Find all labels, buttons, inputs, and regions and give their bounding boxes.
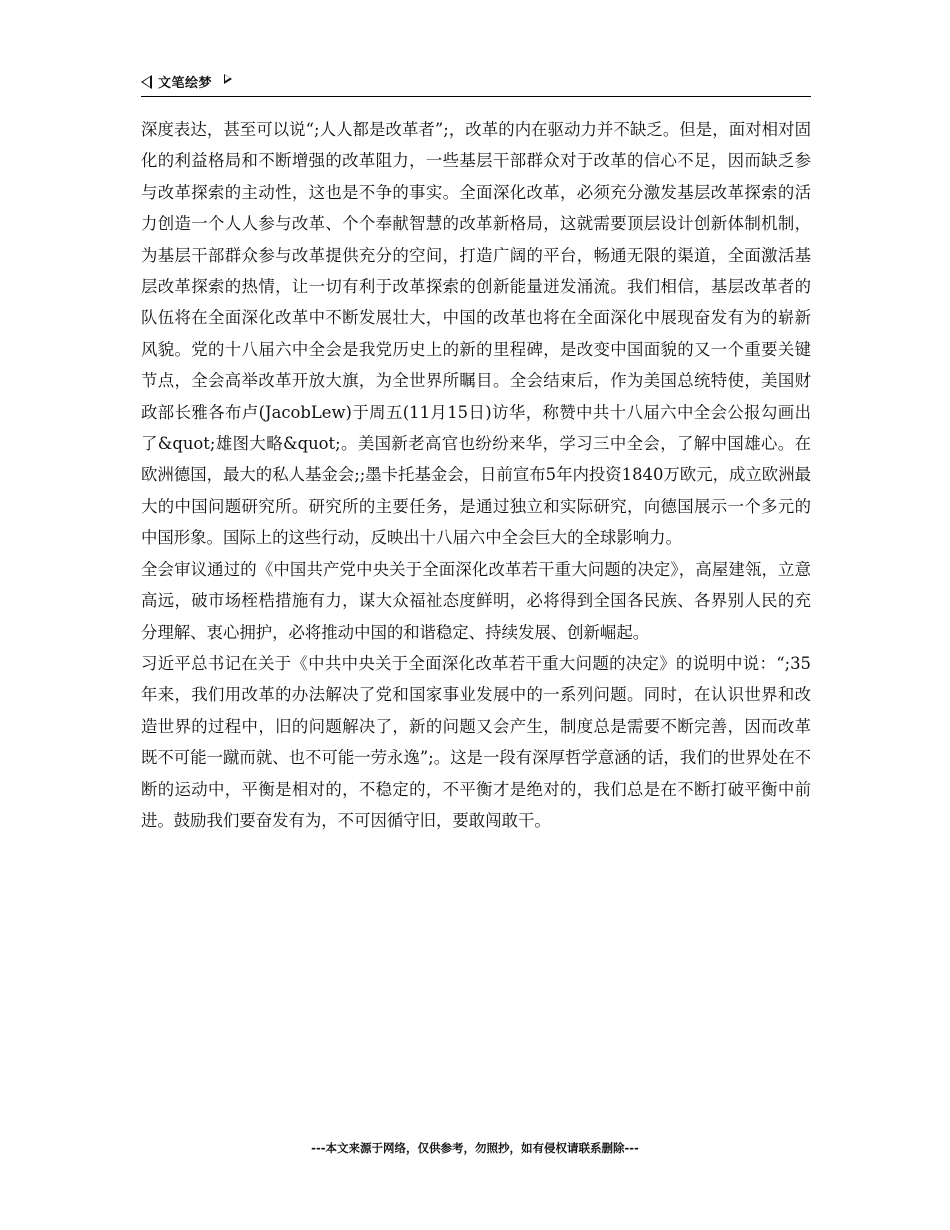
paragraph-2: 全会审议通过的《中国共产党中央关于全面深化改革若干重大问题的决定》，高屋建瓴，立意高远，破市场桎梏措施有力，谋大众福祉态度鲜明，必将得到全国各民族、各界别人民的充分理解、衷心拥护，必将推动中国的和谐稳定、持续发展、创新崛起。: [141, 559, 811, 642]
paragraph-1: 深度表达，甚至可以说“;人人都是改革者”;，改革的内在驱动力并不缺乏。但是，面对相对固化的利益格局和不断增强的改革阻力，一些基层干部群众对于改革的信心不足，因而缺乏参与改革探索的主动性，这也是不争的事实。全面深化改革，必须充分激发基层改革探索的活力创造一个人人参与改革、个个奉献智慧的改革新格局，这就需要顶层设计创新体制机制，为基层干部群众参与改革提供充分的空间，打造广阔的平台，畅通无限的渠道，全面激活基层改革探索的热情，让一切有利于改革探索的创新能量迸发涌流。我们相信，基层改革者的队伍将在全面深化改革中不断发展壮大，中国的改革也将在全面深化中展现奋发有为的崭新风貌。党的十八届六中全会是我党历史上的新的里程碑，是改变中国面貌的又一个重要关键节点，全会高举改革开放大旗，为全世界所瞩目。全会结束后，作为美国总统特使，美国财政部长雅各布卢(JacobLew)于周五(11月15日)访华，称赞中共十八届六中全会公报勾画出了&quot;雄图大略&quot;。美国新老高官也纷纷来华，学习三中全会，了解中国雄心。在欧洲德国，最大的私人基金会;;墨卡托基金会，日前宣布5年内投资1840万欧元，成立欧洲最大的中国问题研究所。研究所的主要任务，是通过独立和实际研究，向德国展示一个多元的中国形象。国际上的这些行动，反映出十八届六中全会巨大的全球影响力。: [141, 120, 811, 548]
right-triangle-icon: [224, 74, 232, 84]
footer-notice: ---本文来源于网络，仅供参考，勿照抄，如有侵权请联系删除---: [311, 1141, 639, 1155]
left-triangle-icon: [141, 75, 152, 89]
page-header: [141, 70, 811, 97]
document-body: [141, 114, 811, 836]
brand-name: 文笔绘梦: [158, 76, 213, 91]
brand-logo: [141, 72, 232, 91]
paragraph-3: 习近平总书记在关于《中共中央关于全面深化改革若干重大问题的决定》的说明中说：“;35年来，我们用改革的办法解决了党和国家事业发展中的一系列问题。同时，在认识世界和改造世界的过程中，旧的问题解决了，新的问题又会产生，制度总是需要不断完善，因而改革既不可能一蹴而就、也不可能一劳永逸”;。这是一段有深厚哲学意涵的话，我们的世界处在不断的运动中，平衡是相对的，不稳定的，不平衡才是绝对的，我们总是在不断打破平衡中前进。鼓励我们要奋发有为，不可因循守旧，要敢闯敢干。: [141, 653, 811, 830]
